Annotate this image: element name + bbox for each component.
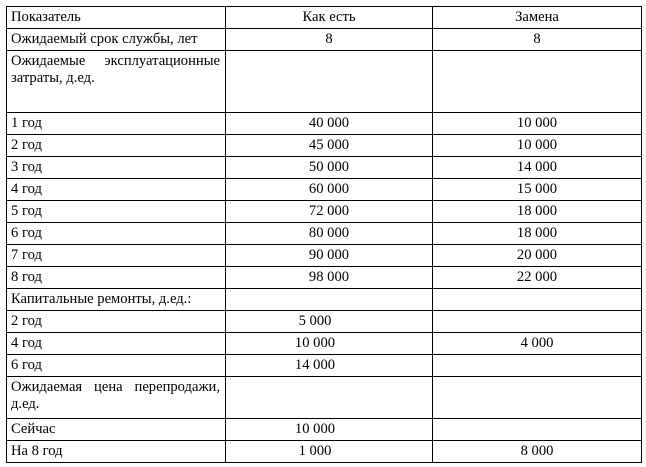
table-row: [7, 311, 642, 333]
cell-as-is: 72 000: [226, 201, 433, 223]
row-label: Ожидаемый срок службы, лет: [7, 29, 226, 51]
table-row: [7, 355, 642, 377]
table-row: [7, 223, 642, 245]
cell-as-is: [226, 333, 433, 355]
cell-as-is: [226, 441, 433, 463]
row-label: 8 год: [7, 267, 226, 289]
cell-as-is: [226, 419, 433, 441]
comparison-table: [6, 6, 642, 463]
cell-as-is-value: 1 000: [298, 443, 332, 459]
cell-replacement: 15 000: [433, 179, 642, 201]
row-label: 1 год: [7, 113, 226, 135]
table-row: [7, 245, 642, 267]
cell-replacement: 14 000: [433, 157, 642, 179]
header-as-is: Как есть: [226, 7, 433, 29]
cell-replacement: 18 000: [433, 223, 642, 245]
cell-replacement: [433, 51, 642, 113]
cell-replacement: [433, 377, 642, 419]
row-label: На 8 год: [7, 441, 226, 463]
cell-replacement: 8: [433, 29, 642, 51]
cell-as-is-value: 14 000: [294, 357, 336, 373]
cell-as-is: [226, 355, 433, 377]
row-label: 5 год: [7, 201, 226, 223]
cell-as-is: 60 000: [226, 179, 433, 201]
table-row: [7, 419, 642, 441]
row-label: Сейчас: [7, 419, 226, 441]
header-replacement: Замена: [433, 7, 642, 29]
cell-replacement: [433, 311, 642, 333]
cell-as-is: 80 000: [226, 223, 433, 245]
cell-as-is: 40 000: [226, 113, 433, 135]
cell-replacement: 22 000: [433, 267, 642, 289]
cell-replacement: [433, 419, 642, 441]
row-label: 2 год: [7, 311, 226, 333]
table-row: [7, 157, 642, 179]
cell-as-is: [226, 311, 433, 333]
cell-replacement: [433, 355, 642, 377]
cell-as-is: [226, 377, 433, 419]
table-row: [7, 289, 642, 311]
header-indicator: Показатель: [7, 7, 226, 29]
row-label: 6 год: [7, 223, 226, 245]
cell-as-is: 98 000: [226, 267, 433, 289]
row-label: Ожидаемые эксплуатационные затраты, д.ед.: [7, 51, 226, 113]
cell-as-is-value: 10 000: [294, 335, 336, 351]
cell-as-is-value: 5 000: [298, 313, 332, 329]
cell-as-is: 8: [226, 29, 433, 51]
row-label: 3 год: [7, 157, 226, 179]
row-label: 4 год: [7, 179, 226, 201]
table-row: [7, 333, 642, 355]
table-row: [7, 267, 642, 289]
cell-as-is: 90 000: [226, 245, 433, 267]
row-label: Ожидаемая цена перепродажи, д.ед.: [7, 377, 226, 419]
row-label: 4 год: [7, 333, 226, 355]
table-row: [7, 377, 642, 419]
cell-as-is-value: 10 000: [294, 421, 336, 437]
table-row: [7, 51, 642, 113]
cell-as-is: 45 000: [226, 135, 433, 157]
row-label: 2 год: [7, 135, 226, 157]
table-row: [7, 441, 642, 463]
cell-replacement: 8 000: [433, 441, 642, 463]
row-label: 7 год: [7, 245, 226, 267]
cell-replacement: 20 000: [433, 245, 642, 267]
cell-replacement: 10 000: [433, 135, 642, 157]
table-row: [7, 29, 642, 51]
cell-as-is: 50 000: [226, 157, 433, 179]
row-label: Капитальные ремонты, д.ед.:: [7, 289, 226, 311]
table-row: [7, 179, 642, 201]
cell-replacement: 10 000: [433, 113, 642, 135]
cell-replacement: 18 000: [433, 201, 642, 223]
cell-replacement: [433, 289, 642, 311]
table-header-row: [7, 7, 642, 29]
cell-replacement: 4 000: [433, 333, 642, 355]
cell-as-is: [226, 289, 433, 311]
cell-as-is: [226, 51, 433, 113]
table-row: [7, 135, 642, 157]
row-label: 6 год: [7, 355, 226, 377]
table-row: [7, 201, 642, 223]
table-row: [7, 113, 642, 135]
